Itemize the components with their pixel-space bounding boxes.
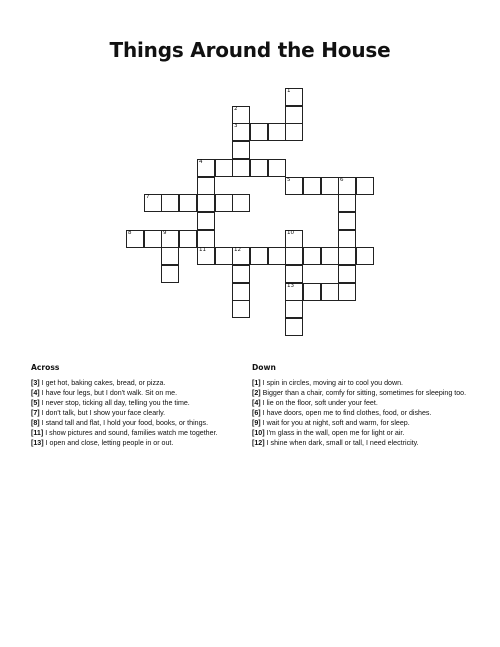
grid-cell[interactable] <box>303 177 321 195</box>
clue-text: I wait for you at night, soft and warm, for sleep. <box>260 419 410 427</box>
clue-item <box>31 438 243 448</box>
clue-text: Bigger than a chair, comfy for sitting, sometimes for sleeping too. <box>260 389 467 397</box>
cell-number: 13 <box>287 283 294 289</box>
clue-item <box>31 398 243 408</box>
clue-text: I open and close, letting people in or out. <box>43 439 174 447</box>
grid-cell[interactable] <box>197 159 215 177</box>
grid-cell[interactable] <box>338 230 356 248</box>
grid-cell[interactable] <box>161 230 179 248</box>
grid-cell[interactable] <box>232 141 250 159</box>
clue-number: [4] <box>31 389 40 397</box>
grid-cell[interactable] <box>179 230 197 248</box>
cell-number: 10 <box>287 230 294 236</box>
clue-number: [1] <box>252 379 261 387</box>
grid-cell[interactable] <box>285 106 303 124</box>
grid-cell[interactable] <box>250 123 268 141</box>
grid-cell[interactable] <box>321 247 339 265</box>
cell-number: 2 <box>234 106 238 112</box>
clue-item <box>252 398 470 408</box>
clue-text: I'm glass in the wall, open me for light or air. <box>264 429 405 437</box>
grid-cell[interactable] <box>338 177 356 195</box>
clue-text: I get hot, baking cakes, bread, or pizza. <box>39 379 166 387</box>
cell-number: 11 <box>199 247 206 253</box>
grid-cell[interactable] <box>338 212 356 230</box>
grid-cell[interactable] <box>215 194 233 212</box>
grid-cell[interactable] <box>215 159 233 177</box>
cell-number: 8 <box>128 230 132 236</box>
grid-cell[interactable] <box>268 159 286 177</box>
grid-cell[interactable] <box>197 212 215 230</box>
cell-number: 3 <box>234 123 238 129</box>
grid-cell[interactable] <box>232 300 250 318</box>
clue-number: [2] <box>252 389 261 397</box>
clue-text: I don't talk, but I show your face clearly. <box>39 409 166 417</box>
grid-cell[interactable] <box>285 300 303 318</box>
grid-cell[interactable] <box>356 177 374 195</box>
grid-cell[interactable] <box>197 247 215 265</box>
cell-number: 6 <box>340 177 344 183</box>
clue-item <box>31 408 243 418</box>
clue-text: I lie on the floor, soft under your feet. <box>260 399 378 407</box>
across-heading: Across <box>31 363 60 372</box>
clue-number: [12] <box>252 439 265 447</box>
cell-number: 1 <box>287 88 291 94</box>
clue-item <box>252 388 470 398</box>
clue-item <box>31 428 243 438</box>
clue-text: I have doors, open me to find clothes, food, or dishes. <box>260 409 432 417</box>
cell-number: 9 <box>163 230 167 236</box>
grid-cell[interactable] <box>285 318 303 336</box>
grid-cell[interactable] <box>303 283 321 301</box>
grid-cell[interactable] <box>232 159 250 177</box>
clue-text: I have four legs, but I don't walk. Sit on me. <box>39 389 178 397</box>
clue-text: I show pictures and sound, families watch me together. <box>43 429 218 437</box>
clue-number: [3] <box>31 379 40 387</box>
grid-cell[interactable] <box>161 247 179 265</box>
clue-number: [5] <box>31 399 40 407</box>
clue-number: [7] <box>31 409 40 417</box>
clue-number: [13] <box>31 439 44 447</box>
grid-cell[interactable] <box>232 283 250 301</box>
grid-cell[interactable] <box>144 194 162 212</box>
grid-cell[interactable] <box>126 230 144 248</box>
grid-cell[interactable] <box>321 283 339 301</box>
grid-cell[interactable] <box>161 265 179 283</box>
grid-cell[interactable] <box>250 159 268 177</box>
clue-item <box>252 428 470 438</box>
cell-number: 5 <box>287 177 291 183</box>
grid-cell[interactable] <box>338 283 356 301</box>
grid-cell[interactable] <box>250 247 268 265</box>
down-clues <box>252 363 470 448</box>
clue-text: I spin in circles, moving air to cool you down. <box>260 379 404 387</box>
clue-number: [9] <box>252 419 261 427</box>
grid-cell[interactable] <box>268 247 286 265</box>
grid-cell[interactable] <box>215 247 233 265</box>
grid-cell[interactable] <box>232 265 250 283</box>
grid-cell[interactable] <box>197 177 215 195</box>
grid-cell[interactable] <box>232 194 250 212</box>
grid-cell[interactable] <box>285 265 303 283</box>
clue-number: [4] <box>252 399 261 407</box>
grid-cell[interactable] <box>285 177 303 195</box>
across-clue-list <box>31 378 243 448</box>
clue-number: [10] <box>252 429 265 437</box>
clue-item <box>31 388 243 398</box>
grid-cell[interactable] <box>285 88 303 106</box>
down-heading: Down <box>252 363 276 372</box>
grid-cell[interactable] <box>285 247 303 265</box>
clue-item <box>252 418 470 428</box>
grid-cell[interactable] <box>356 247 374 265</box>
puzzle-title: Things Around the House <box>109 38 391 62</box>
clue-item <box>252 378 470 388</box>
grid-cell[interactable] <box>268 123 286 141</box>
grid-cell[interactable] <box>232 106 250 124</box>
cell-number: 4 <box>199 159 203 165</box>
grid-cell[interactable] <box>285 230 303 248</box>
cell-number: 7 <box>146 194 150 200</box>
grid-cell[interactable] <box>197 230 215 248</box>
grid-cell[interactable] <box>197 194 215 212</box>
grid-cell[interactable] <box>338 194 356 212</box>
clue-text: I shine when dark, small or tall, I need electricity. <box>264 439 419 447</box>
grid-cell[interactable] <box>338 247 356 265</box>
grid-cell[interactable] <box>338 265 356 283</box>
down-clue-list <box>252 378 470 448</box>
grid-cell[interactable] <box>285 283 303 301</box>
cell-number: 12 <box>234 247 241 253</box>
clue-item <box>31 378 243 388</box>
grid-cell[interactable] <box>285 123 303 141</box>
grid-cell[interactable] <box>161 194 179 212</box>
clue-number: [6] <box>252 409 261 417</box>
grid-cell[interactable] <box>303 247 321 265</box>
grid-cell[interactable] <box>144 230 162 248</box>
clue-item <box>252 438 470 448</box>
clue-item <box>31 418 243 428</box>
clue-number: [8] <box>31 419 40 427</box>
clue-number: [11] <box>31 429 44 437</box>
grid-cell[interactable] <box>179 194 197 212</box>
clue-item <box>252 408 470 418</box>
grid-cell[interactable] <box>232 123 250 141</box>
grid-cell[interactable] <box>232 247 250 265</box>
clue-text: I stand tall and flat, I hold your food, books, or things. <box>39 419 209 427</box>
grid-cell[interactable] <box>321 177 339 195</box>
clue-text: I never stop, ticking all day, telling you the time. <box>39 399 190 407</box>
across-clues <box>31 363 243 448</box>
